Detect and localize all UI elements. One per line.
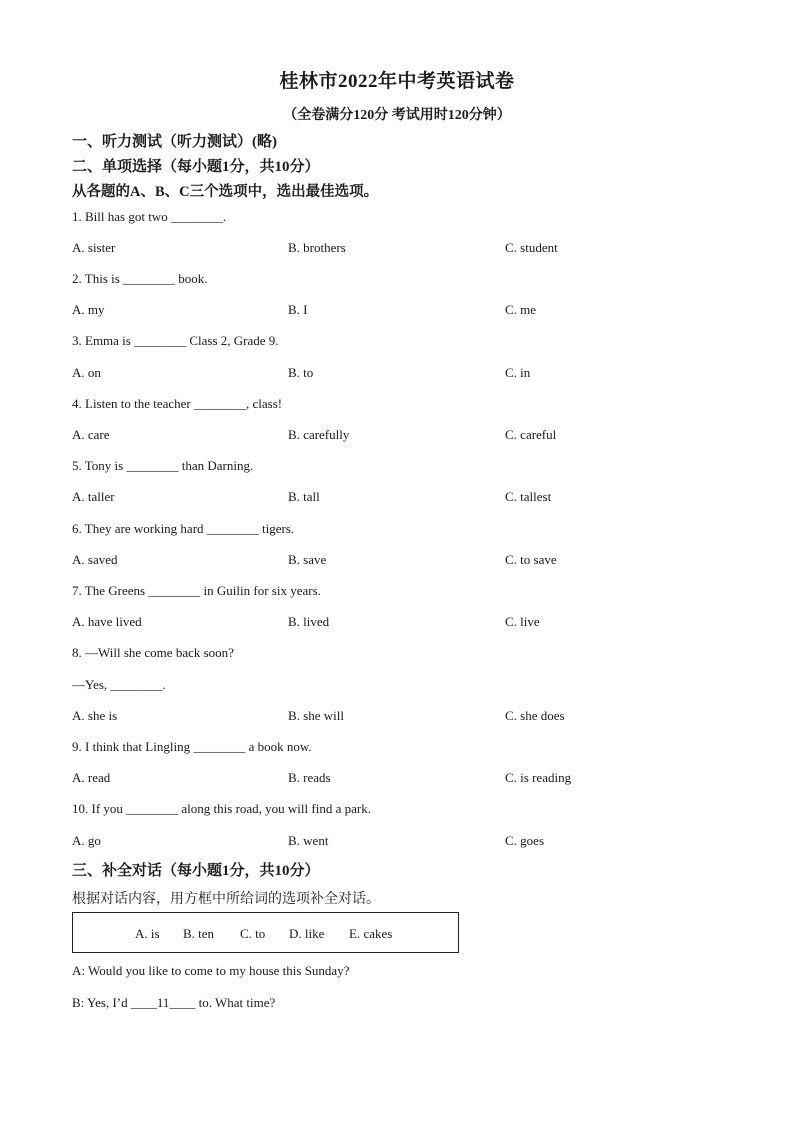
dialogue-instruction: 根据对话内容，用方框中所给词的选项补全对话。 [72,892,380,907]
word-option: D. like [289,926,325,941]
question-stem: 9. I think that Lingling ________ a book now. [72,739,312,754]
option-c: C. me [505,302,537,317]
option-c: C. student [505,240,558,255]
option-a: A. read [72,770,111,785]
section-single-choice-heading: 二、单项选择（每小题1分，共10分） [72,159,320,175]
exam-title: 桂林市2022年中考英语试卷 [279,71,515,92]
word-option: B. ten [183,926,215,941]
exam-subtitle: （全卷满分120分 考试用时120分钟） [283,108,511,123]
option-a: A. go [72,833,101,848]
option-b: B. brothers [288,240,346,255]
question-stem-reply: —Yes, ________. [72,677,166,692]
question-stem: 1. Bill has got two ________. [72,209,227,224]
option-a: A. my [72,302,105,317]
word-option: E. cakes [349,926,393,941]
option-b: B. I [288,302,308,317]
option-b: B. lived [288,614,330,629]
question-stem: 3. Emma is ________ Class 2, Grade 9. [72,333,279,348]
option-c: C. tallest [505,489,552,504]
word-box [72,912,459,953]
option-b: B. save [288,552,327,567]
option-a: A. have lived [72,614,142,629]
option-b: B. tall [288,489,320,504]
option-a: A. on [72,365,101,380]
option-b: B. she will [288,708,344,723]
option-c: C. to save [505,552,557,567]
question-stem: 2. This is ________ book. [72,271,208,286]
section-listening-heading: 一、听力测试（听力测试）(略) [72,134,277,150]
option-a: A. saved [72,552,118,567]
option-c: C. careful [505,427,557,442]
option-a: A. she is [72,708,118,723]
option-c: C. live [505,614,540,629]
question-stem: 5. Tony is ________ than Darning. [72,458,254,473]
dialogue-line: B: Yes, I’d ____11____ to. What time? [72,995,276,1010]
question-stem: 7. The Greens ________ in Guilin for six years. [72,583,321,598]
section-dialogue-heading: 三、补全对话（每小题1分，共10分） [72,863,320,879]
option-b: B. reads [288,770,331,785]
option-c: C. she does [505,708,565,723]
option-a: A. taller [72,489,115,504]
option-a: A. care [72,427,110,442]
question-stem: 4. Listen to the teacher ________, class! [72,396,283,411]
option-c: C. is reading [505,770,572,785]
question-stem: 10. If you ________ along this road, you will find a park. [72,801,371,816]
question-stem: 6. They are working hard ________ tigers. [72,521,295,536]
question-stem: 8. —Will she come back soon? [72,645,234,660]
option-a: A. sister [72,240,116,255]
word-option: A. is [135,926,160,941]
option-b: B. to [288,365,314,380]
option-b: B. went [288,833,329,848]
option-b: B. carefully [288,427,350,442]
dialogue-line: A: Would you like to come to my house this Sunday? [72,963,350,978]
option-c: C. in [505,365,531,380]
single-choice-instruction: 从各题的A、B、C三个选项中，选出最佳选项。 [72,184,379,200]
option-c: C. goes [505,833,544,848]
word-option: C. to [240,926,266,941]
